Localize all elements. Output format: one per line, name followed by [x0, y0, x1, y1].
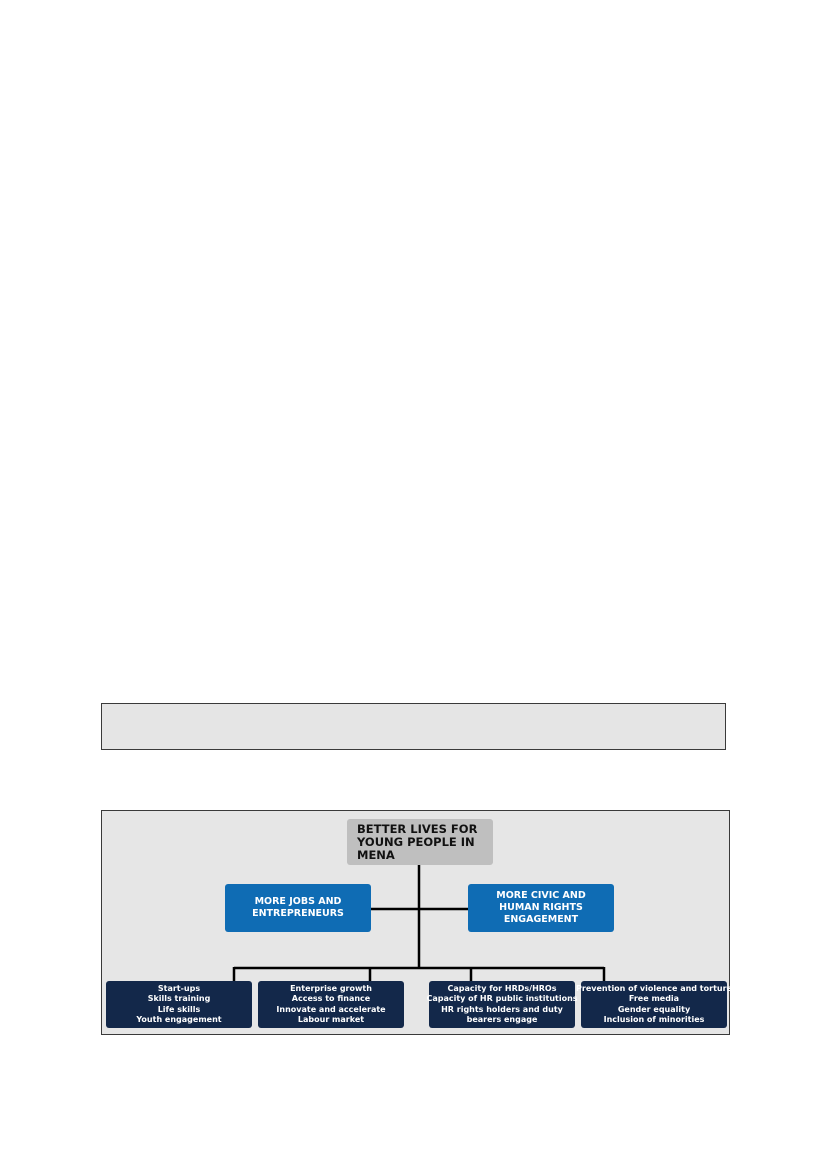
pillar-node-civic	[468, 884, 614, 932]
leaf-line: Prevention of violence and torture	[576, 983, 732, 993]
leaf-line: Inclusion of minorities	[603, 1014, 705, 1024]
leaf-line: HR rights holders and duty	[441, 1004, 563, 1014]
leaf-line: Capacity for HRDs/HROs	[447, 983, 557, 993]
leaf-line: Start-ups	[157, 983, 201, 993]
root-line: MENA	[357, 847, 395, 862]
leaf-line: Gender equality	[617, 1004, 691, 1014]
leaf-line: Labour market	[297, 1014, 365, 1024]
leaf-line: bearers engage	[466, 1014, 538, 1024]
empty-text-box	[101, 703, 726, 750]
leaf-line: Youth engagement	[136, 1014, 222, 1024]
leaf-line: Life skills	[157, 1004, 201, 1014]
leaf-line: Free media	[628, 994, 680, 1004]
pillar-line: HUMAN RIGHTS	[499, 902, 583, 913]
root-line: YOUNG PEOPLE IN	[357, 834, 475, 849]
leaf-node-enterprise	[258, 981, 404, 1028]
leaf-line: Skills training	[147, 994, 211, 1004]
pillar-line: MORE CIVIC AND	[496, 890, 586, 901]
leaf-line: Enterprise growth	[290, 983, 372, 993]
leaf-line: Innovate and accelerate	[276, 1004, 386, 1014]
pillar-line: MORE JOBS AND	[254, 896, 342, 907]
org-diagram	[101, 810, 730, 1035]
pillar-line: ENGAGEMENT	[503, 914, 579, 925]
pillar-line: ENTREPRENEURS	[252, 908, 344, 919]
leaf-line: Access to finance	[291, 994, 371, 1004]
pillar-node-jobs	[225, 884, 371, 932]
leaf-node-capacity	[426, 981, 578, 1028]
root-line: BETTER LIVES FOR	[357, 821, 478, 836]
leaf-line: Capacity of HR public institutions	[426, 994, 578, 1004]
leaf-node-startups	[106, 981, 252, 1028]
root-node-better-lives	[347, 819, 493, 865]
leaf-node-prevention	[576, 981, 732, 1028]
